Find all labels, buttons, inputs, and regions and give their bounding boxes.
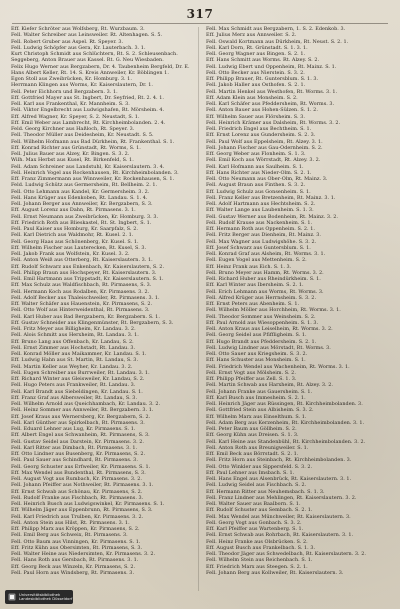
text-line: Eff. Georg Weber aus Flonheim. S. 1. 3. — [206, 151, 306, 157]
text-line: Fell. Hugo Peters aus Frankweiler, Rt. Landau. 3. — [11, 382, 136, 389]
text-line: Fell. Johann Franke aus Gauersheim. S. 1. — [206, 388, 313, 395]
text-line: Fell. Karl aus Frankenthal, Kr. Mannheim. S. 3. — [11, 101, 130, 107]
text-line: Fell. Rudolf Franke aus Fischbach, Rt. Pirmasens. 3. — [11, 494, 144, 501]
left-column — [11, 26, 190, 591]
text-line: Fell. Friedrich Wendel aus Wachenheim, Rt. Worms. 3. 1. — [206, 363, 350, 370]
text-line: Eff. Rudolf Schwarz aus Enkenbach, Kr. Kaiserslautern, S. 2. — [11, 263, 165, 270]
text-line: Eff. Wilhelm Fischer aus Lauterecken, Rt. Kusel, S. 3. — [11, 244, 147, 251]
text-line: Eff. Philipp Marx aus Kröppen, Kr. Pirmasens, S. 2. — [11, 526, 140, 532]
text-line: Fell. Paul Horn aus Windsberg, Rt. Pirmasens. 3. — [11, 569, 135, 576]
text-line: Fell. Georg Wagner aus Bingen. S. 2. 1. — [206, 51, 306, 57]
text-line: Fell. Julius Bauer aus Alzey, Kr. Bingen. S. 3. 2. — [11, 151, 130, 157]
text-line: Fell. Wilhelm Hofmann aus Bad Dürkheim, Rt. Frankenthal. S. 1. — [11, 138, 175, 145]
text-line: Fell. Karl Günther aus Spirkelbach, Rt. Pirmasens. 3. — [11, 419, 145, 426]
text-line: Eff. Hermann Roth aus Oppenheim. S. 2. 1. — [206, 226, 315, 232]
text-line: Eff. Gottfried Mayer aus St. Ingbert, Dr. Seyfried, Rt. 2. 4. 1. — [11, 94, 164, 101]
text-line: Fell. Otto Neumann aus Ober-Olm, Rt. Mainz. 3. — [206, 176, 328, 182]
text-line: Fell. Johann Pfeiffer aus Nothweiler, Rt. Pirmasens. 3. 1. — [11, 482, 154, 489]
text-line: Fell. Anton Kraus aus Leiselheim, Rt. Worms. 3. 2. — [206, 326, 333, 332]
text-line: Fell. Konrad Möller aus Maikammer, Kr. Landau. S. 1. — [11, 351, 147, 357]
text-line: Fell. Anton Roth aus Breunigweiler. S. 1. — [206, 444, 309, 451]
text-line: Fell. Adolf Hartmann aus Hechtsheim. S. 2. — [206, 201, 316, 207]
text-line: Fell. Paul Sauer aus Schindhard, Rt. Pirmasens. 3. — [11, 457, 138, 464]
text-line: Fell. Rudolf Krause aus Nackenheim. S. 1. — [206, 219, 313, 226]
text-line: Fell. Eduard Lehner aus Lug, Kr. Pirmasens. S. 1. — [11, 426, 136, 432]
library-icon — [8, 593, 16, 601]
text-line: Fell. Theodor Müller aus Deidesheim, Kr. Neustadt. S. 5. — [11, 132, 154, 139]
text-line: Eff. Heinz Frank aus Eich. S. 1. 3. — [206, 263, 292, 270]
text-line: Fell. Fritz Horn aus Steinbach, Rt. Kirchheimbolanden. 3. — [206, 457, 352, 464]
text-line: Eff. Wilhelm Marx aus Einselthum. S. 1. — [206, 413, 307, 420]
text-line: Eff. Emil Beck aus Börrstadt. S. 2. 1. — [206, 451, 299, 457]
footer-text — [19, 593, 72, 602]
text-line: Fell. Johann Berger aus Annweiler, Kr. Bergzabern, S. 3. — [11, 201, 153, 207]
text-line: Fell. Ernst Neumann aus Zweibrücken, Kr. Homburg. 3. 3. — [11, 213, 159, 220]
text-line: Fell. Karl Huber aus Bad Bergzabern, Kr. Bergzabern. S. 1. — [11, 313, 160, 320]
text-line: Feld. Georg Kirchner aus Haßloch, Rt. Speyer. 3. — [11, 126, 135, 132]
text-line: Wilh. Max Herbst aus Kusel, Rt. Birkenfeld, S. 1. — [11, 157, 134, 164]
text-line: Fell. Anton Bauer aus Hohen-Sülzen. S. 1. 2. — [206, 107, 318, 114]
text-line: Fell. Otto Baum aus Vinningen, Kr. Pirmasens. S. 1. — [11, 538, 141, 545]
text-line: Fell. Georg Schuster aus Erfweiler, Kr. Pirmasens. S. 1. — [11, 463, 151, 470]
text-line: Fell. Johann Berg aus Kollweiler, Rt. Kaiserslautern. 3. — [206, 569, 344, 576]
text-line: Felix Hugo Werner aus Bergzabern, Dr. 4. Taubenheim Bergfeld, Dr. E. — [11, 63, 190, 70]
text-line: Fell. Hans Roth aus Gersbach, Rt. Pirmasens. 3. 1. — [11, 557, 139, 564]
text-line: Fell. Gustav Werner aus Bodenheim, Rt. Mainz. 3. 2. — [206, 213, 339, 220]
text-line: Eff. Philipp Brauer, Rt. Guntersblum. S. 1. 3. — [206, 76, 319, 82]
text-line: Kurt Christoph Schmidt aus Schlüchtern, Rt. S. 2. Schleusenbach. — [11, 51, 178, 57]
text-line: Eff. Hans Schuster aus Monsheim. S. 1. — [206, 357, 306, 364]
text-line: Fell. August Vogt aus Rumbach, Kr. Pirmasens. 3. 2. — [11, 476, 142, 482]
text-line: Fell. Friedrich Engel aus Bechtheim. S. 1. — [206, 126, 312, 132]
text-line: Fell. Konrad Graf aus Alsheim, Rt. Worms. 3. 1. — [206, 251, 326, 257]
text-line: Fell. Emil Koch aus Wörrstadt, Rt. Alzey. 3. 2. — [206, 157, 321, 164]
text-line: Fell. Eugen Vogel aus Mettenheim. S. 2. — [206, 257, 307, 264]
text-line: Egon Stoll aus Zweibrücken, Kr. Homburg. 3. 1. — [11, 76, 132, 82]
text-line: Eff. Ludwig Schulz aus Gonsenheim. S. 1. — [206, 188, 311, 195]
text-line: Fell. Ernst Vogt aus Mölsheim. S. 2. — [206, 369, 296, 376]
text-line: Eff. Friedrich Roth aus Blieskastel, Rt. St. Ingbert, S. 1. — [11, 219, 152, 226]
text-line: Fell. Wilhelm Möller aus Horchheim, Rt. Worms. 3. 1. — [206, 307, 341, 314]
text-line: Fell. Martin Schwab aus Harxheim, Rt. Alzey. 3. 2. — [206, 382, 333, 389]
text-line: Fell. Heinrich Krämer aus Dalsheim, Rt. Worms. 3. 2. — [206, 119, 341, 126]
text-line: Eff. Max Schulz aus Waldfischbach, Rt. Pirmasens, S. 3. — [11, 282, 152, 289]
text-line: Fell. Georg Seidel aus Pfiffligheim. S. 1. — [206, 332, 307, 339]
text-line: Fell. Wilhelm Arnold aus Queichhambach, Kr. Landau. 3. 2. — [11, 401, 161, 407]
text-line: Fell. Anton Weiß aus Otterberg, Rt. Kaiserslautern. 3. 1. — [11, 257, 153, 264]
footer-line-2: Landesbibliothek Düsseldorf — [19, 597, 73, 601]
text-line: Eff. Walter Schäfer aus Hauenstein, Kr. Pirmasens, S. 2. — [11, 301, 153, 307]
text-line: Eff. Wilhelm Jäger aus Eppenbrunn, Rt. Pirmasens, S. 3. — [11, 507, 153, 514]
text-line: Fell. Hans Engel aus Alsenbrück, Rt. Kaiserslautern. 3. 1. — [206, 476, 352, 482]
text-line: Fell. Karl Heine aus Standenbühl, Rt. Kirchheimbolanden. 3. 2. — [206, 438, 366, 445]
text-line: Fell. Max Wagner aus Ludwigshöhe. S. 3. 2. — [206, 238, 317, 245]
text-line: Fell. Karl Dietrich aus Waldmohr, Rt. Kusel. 2. 1. — [11, 232, 134, 239]
text-line: Fell. Franz Keller aus Bretzenheim, Rt. Mainz. 3. 1. — [206, 194, 336, 201]
text-line: Fell. Georg Haas aus Schönenberg, Kr. Kusel. S. 1. — [11, 238, 139, 245]
text-line: Fell. Otto Wolf aus Hinterweidenthal, Rt. Pirmasens. 3. — [11, 307, 150, 314]
text-line: Eff. Franz Zimmermann aus Winnweiler, Kr. Rockenhausen, S. 1. — [11, 176, 175, 182]
text-line: Fell. Hermann Koch aus Rodalben, Kr. Pirmasens. 3. 2. — [11, 288, 150, 295]
text-line: Fell. Otto Becker aus Nierstein. S. 3. 2. — [206, 69, 305, 76]
text-line: Eff. Richard Winter aus Gleisweiler, Kr. Landau, S. 2. — [11, 376, 145, 382]
text-line: Fell. Walter Sauer aus Baalborn. S. 1. — [206, 501, 301, 507]
text-line: Eff. Ernst Schwab aus Schönau, Kr. Pirmasens, S. 2. — [11, 488, 143, 495]
text-line: Fell. Walter Heine aus Niedersimten, Kr. Pirmasens. 3. 2. — [11, 551, 156, 557]
text-line: Fell. Ernst Zimmer aus Hochstadt, Rt. Landau. 3. — [11, 344, 136, 351]
text-line: Eff. Julius Merz aus Annweiler. S. 2. — [206, 32, 297, 39]
text-line: Fell. Heinz Sommer aus Annweiler, Rt. Bergzabern. 3. 1. — [11, 407, 154, 414]
text-line: Fell. Bruno Meyer aus Hamm, Rt. Worms. 3. 2. — [206, 269, 324, 276]
text-line: Fell. Adolf Becker aus Thaleischweiler, Rt. Pirmasens. 3. 1. — [11, 294, 160, 301]
text-line: Herrmann Klingen aus Worms, Kr. Kaiserslautern, Dr. 1. — [11, 82, 153, 89]
text-line: Fell. Oswald Kortmann aus Dürkheim, Rt. Neust. S. 2. 1. — [206, 38, 349, 45]
text-line: Eff. Bruno Lang aus Offenbach, Kr. Landau, S. 2. — [11, 338, 134, 345]
text-line: Fell. Fritz Meyer aus Billigheim, Kr. Landau. 3. 2. — [11, 326, 136, 332]
text-line: Fell. Paul Wolf aus Eppelsheim, Rt. Alzey. 3. 1. — [206, 138, 323, 145]
text-line: Eff. Karl Winter aus Ibersheim. S. 2. 1. — [206, 282, 304, 289]
text-line: Eff. August Lorenz aus Dahn, Rt. Pirmasens. 3. 1. — [11, 207, 136, 214]
text-line: Fell. Hans Krüger aus Edenkoben, Rt. Landau. S. 1. 4. — [11, 194, 148, 201]
text-line: Fell. Eugen Schreiber aus Burrweiler, Rt. Landau. 3. 1. — [11, 369, 150, 376]
text-line: Eff. Wilhelm Sauer aus Flörsheim. S. 3. — [206, 113, 305, 120]
text-line: Fell. Fritz Berger aus Dienheim, Rt. Mainz. 3. — [206, 232, 321, 239]
text-line: Eff. Ludwig Hahn aus St. Martin, Rt. Landau, S. 3. — [11, 357, 139, 364]
text-line: Eff. Franz Graf aus Albersweiler, Rt. Landau, S. 3. — [11, 394, 138, 401]
text-line: Feld. Ludwig Schütz aus Germersheim, Rt. Bellheim. 2. 1. — [11, 182, 158, 189]
text-line: Fell. Theodor Sommer aus Weinsheim. S. 2. — [206, 313, 316, 320]
text-line: Fell. Martin Keller aus Weyher, Kr. Landau. 3. 2. — [11, 363, 133, 370]
text-line: Fell. Anton Stein aus Hilst, Rt. Pirmasens. 3. 1. — [11, 519, 130, 526]
text-line: Eff. Kiefer Schröter aus Wolfsberg, Rt. Wurzbaum. 3. — [11, 26, 145, 32]
text-line: Eff. Paul Lehner aus Imsbach. S. 1. — [206, 469, 295, 476]
text-line: Fell. Max Schmidt aus Bergzabern, 1. S. 2. Edenkob. 3. — [206, 26, 346, 32]
text-line: Eff. Albert Engel aus Schwanheim, Rt. Pirmasens, S. 3. — [11, 432, 150, 439]
text-line: Eff. Emil Weber aus Lambrecht, Rt. Kirchheimbolanden. 2. 4. — [11, 119, 166, 126]
text-line: Fell. Heinrich Vogel aus Rockenhausen, Rt. Kirchheimbolanden. 3. — [11, 169, 179, 176]
text-line: Eff. Alfred Wagner, Kr. Speyer, S. 2. Neustadt, S. 1. — [11, 113, 140, 120]
text-line: Fell. Ludwig Ebert und Oppenheim, Rt. Mainz. S. 1. — [206, 63, 337, 70]
text-line: Fell. Heinz Franke aus Olsbrücken. S. 2. — [206, 538, 308, 545]
text-line: Eff. Hans Richter aus Nieder-Olm. S. 2. 1. — [206, 169, 312, 176]
text-line: Fell. Georg Vogt aus Gonbach. S. 3. 2. — [206, 519, 302, 526]
text-line: Fell. Paul Kaiser aus Homburg, Kr. Saarpfalz, S. 2. — [11, 226, 138, 232]
text-line: Fell. Peter Eichhorn und Bergzabern. 3. 1. — [11, 88, 118, 95]
text-line: Eff. Ernst Lorenz aus Gundersheim. S. 2. 3. — [206, 132, 316, 139]
text-line: Eff. Otto Lindner aus Busenberg, Kr. Pirmasens, S. 2. — [11, 451, 146, 457]
text-line: Fell. Ludwig Schöpfer aus Gera, Kr. Lauterbach. 3. 1. — [11, 44, 146, 51]
text-line: Fell. Heinrich Jäger aus Rüssingen, Rt. Kirchheimbolanden. 3. — [206, 401, 363, 407]
text-line: Fell. Heinrich Busch aus Ludwigswinkel, Kr. Pirmasens. S. 1. — [11, 501, 165, 507]
text-line: Fell. Otto Sauer aus Kriegsheim. S. 3. 2. — [206, 351, 308, 357]
text-line: Fell. Otto Lehmann aus Kandel, Kr. Germersheim. 3. 2. — [11, 188, 150, 195]
text-line: Fell. Franz Lindner aus Mehlingen, Rt. Kaiserslautern. 3. 2. — [206, 494, 357, 501]
text-line: Seggeberg, Anton Brauer aus Kassel. Rt. G. Neu Wiesbaden. — [11, 57, 164, 64]
text-line: Eff. Gustav Schneider aus Klingenmünster, Rt. Bergzabern, S. 3. — [11, 319, 174, 326]
text-line: Fell. Karl Hofmann aus Saulheim. S. 1. — [206, 163, 304, 170]
text-line: Fell. Max Wendel aus Münchweiler, Rt. Kaiserslautern. 3. — [206, 513, 351, 520]
text-line: Fell. Philipp Braun aus Hochspeyer, Rt. Kaiserslautern. 3. — [11, 269, 157, 276]
text-line: Fell. Adam Schreiner aus Landstuhl, Kr. Kaiserslautern. 3. 4. — [11, 163, 165, 170]
text-line: Fell. Adam Berg aus Kerzenheim, Rt. Kirchheimbolanden. 3. 1. — [206, 419, 365, 426]
text-line: Eff. Paul Arnold aus Wiesoppenheim. S. 1. 3. — [206, 319, 319, 326]
text-line: Fell. Jakob Frank aus Wolfstein, Kr. Kusel. 3. 2. — [11, 251, 130, 257]
text-line: Eff. Georg Beck aus Winzeln, Kr. Pirmasens, S. 2. — [11, 563, 136, 570]
text-line: Hans Albert Keller, Rt. 14. S. Kreis Annweiler, Kr. Böblingen 1. — [11, 69, 169, 76]
text-line: Fell. Richard Huber aus Rheindürkheim. S. 1. — [206, 276, 321, 282]
text-line: Eff. Hermann Ritter aus Neuhemsbach. S. 1. 3. — [206, 488, 325, 495]
text-line: Eff. Georg Kühn aus Dreisen. S. 1. 3. — [206, 432, 299, 439]
text-line: Fell. Jakob Haller aus Osthofen. S. 2. 1. — [206, 82, 306, 89]
text-line: Fell. Karl Brandt aus Siebeldingen, Kr. Landau. S. 1. — [11, 388, 143, 395]
text-line: Eff. Rudolf Schuster aus Sembach. S. 2. 1. — [206, 507, 313, 514]
text-line: Eff. Karl Pfeiffer aus Wartenberg. S. 1. — [206, 526, 304, 532]
text-line: Fell. Theodor Jäger aus Schwedelbach, Rt. Kaiserslautern. 3. 2. — [206, 551, 366, 557]
text-line: Eff. Walter Lange aus Laubenheim. S. 1. 3. — [206, 207, 314, 214]
text-line: Eff. Hans Schmitt aus Worms. Rt. Alzey. S. 2. — [206, 57, 320, 64]
text-line: Fell. August Braun aus Finthen. S. 3. 2. — [206, 182, 306, 189]
footer-badge — [5, 590, 73, 604]
text-line: Fell. Martin Henkel aus Westhofen, Rt. Worms. 3. 1. — [206, 88, 338, 95]
text-line: Eff. Adam Klein aus Monsheim. S. 2. — [206, 94, 298, 101]
page-number: 317 — [186, 7, 214, 21]
right-column — [206, 26, 385, 591]
text-line: Fell. Viktor Engelbrecht aus Ludwigshafen, Rt. Mörsheim. 4. — [11, 107, 165, 114]
text-line: Fell. Wilhelm Stein aus Reichenbach. S. 1. — [206, 557, 313, 564]
text-line: Fell. Gottfried Stein aus Albisheim. S. 3. 2. — [206, 407, 314, 414]
text-line: Fell. Walter Schreiber aus Leinsweiler. Rt. Altenhagen. S. 5. — [11, 32, 163, 39]
text-line: Fell. Otto Winkler aus Sippersfeld. S. 3. 2. — [206, 463, 313, 470]
text-line: Fell. Karl Ritter aus Dimbach, Rt. Pirmasens. 3. 1. — [11, 444, 138, 451]
text-line: Fell. Peter Baum aus Göllheim. S. 2. — [206, 426, 297, 432]
column-divider — [198, 27, 199, 591]
text-line: Fell. Erich Lehmann aus Worms, Rt. Worms. 3. — [206, 288, 324, 295]
text-line: Eff. Josef Kraus aus Wernersberg, Kr. Bergzabern, S. 2. — [11, 413, 151, 420]
text-line: Fell. Karl Friedrich aus Trulben, Kr. Pirmasens. 3. 2. — [11, 513, 144, 520]
text-line: Eff. August Busch aus Frankelbach. S. 1. 3. — [206, 544, 316, 551]
text-line: Eff. Friedrich Marx aus Steegen. S. 2. 1. — [206, 563, 308, 570]
text-line: Eff. Philipp Pfeiffer aus Zell. S. 1. 3. — [206, 376, 297, 382]
text-line: Fell. Karl Dorn, Rt. Grünstadt. S. 1. 3. 1. — [206, 44, 308, 51]
text-line: Fell. Ernst Schwab aus Rohrbach, Rt. Kaiserslautern. 3. 1. — [206, 532, 354, 539]
header-rule — [12, 23, 388, 24]
text-line: Eff. Josef Schwarz aus Guntersblum. S. 1. — [206, 244, 311, 251]
text-line: Eff. Konrad Richter aus Grünstadt, Rt. Worms, S. 1. — [11, 144, 141, 151]
text-line: Fell. Robert Gruber aus Aspel. Rt. Speyer. 3. — [11, 38, 124, 45]
text-line: Fell. Emil Hartmann aus Trippstadt, Kr. Kaiserslautern. S. 1. — [11, 276, 164, 282]
text-line: Fell. Ludwig Lindner aus Mörstadt, Rt. Worms. 3. — [206, 344, 331, 351]
text-line: Eff. Hugo Brandt aus Pfeddersheim. S. 2. 1. — [206, 338, 317, 345]
text-line: Eff. Fritz Kühn aus Obersimten, Rt. Pirmasens, S. 3. — [11, 544, 143, 551]
text-line: Fell. Emil Berg aus Schweix, Rt. Pirmasens. 3. — [11, 532, 128, 539]
text-line: Eff. Ernst Peters aus Abenheim. S. 1. — [206, 301, 300, 307]
footer-line-1: Universitätsbibliothek — [19, 592, 61, 597]
text-line: Fell. Alfred Krüger aus Herrnsheim. S. 3. 2. — [206, 294, 317, 301]
text-line: Fell. Gustav Seidel aus Darstein, Kr. Pirmasens. 3. 2. — [11, 438, 144, 445]
text-line: Fell. Ludwig Seidel aus Fischbach. S. 2. — [206, 482, 307, 489]
text-line: Eff. Max Wendel aus Bundenthal, Rt. Pirmasens, S. 3. — [11, 469, 146, 476]
text-line: Fell. Alois Schmitt aus Herxheim, Rt. Landau. 3. 1. — [11, 332, 139, 339]
text-line: Eff. Karl Busch aus Immesheim. S. 2. 1. — [206, 394, 306, 401]
text-line: Fell. Karl Schäfer aus Pfeddersheim, Rt. Worms. 3. — [206, 101, 335, 107]
text-line: Fell. Johann Fischer aus Gau-Odernheim. S. 2. — [206, 144, 323, 151]
